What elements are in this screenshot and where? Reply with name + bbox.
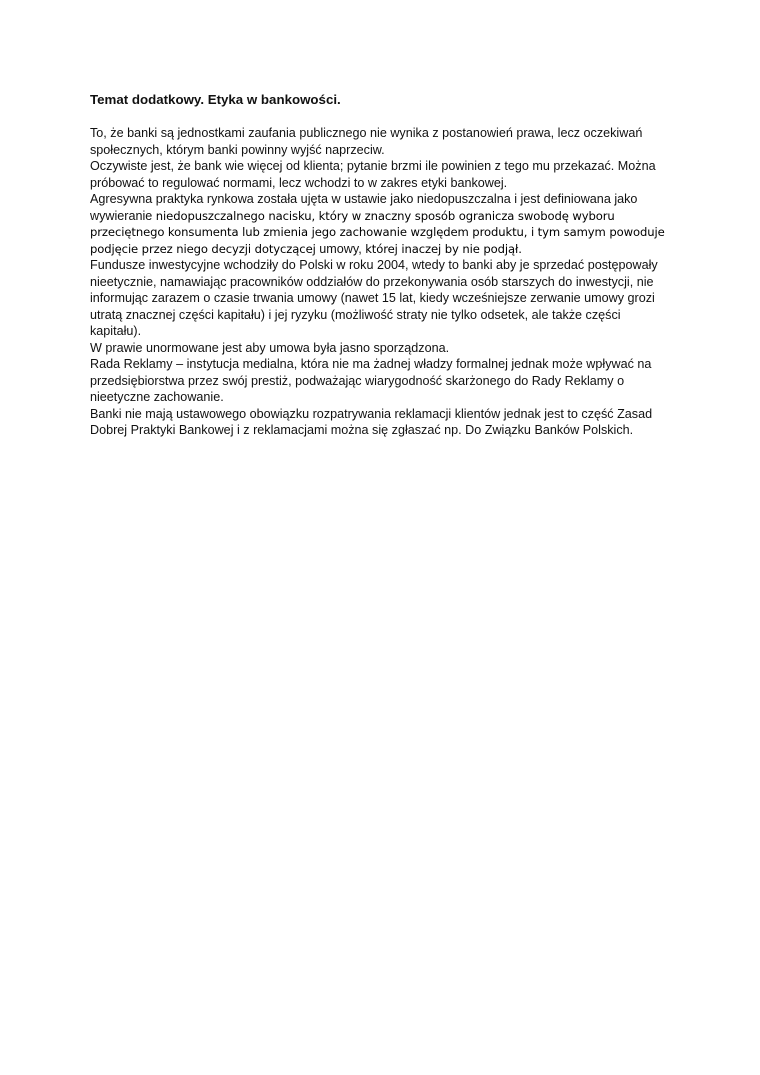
document-title: Temat dodatkowy. Etyka w bankowości. [90,92,341,107]
text-line: nieetycznie, namawiając pracowników oddziałów do przekonywania osób starszych do inwestycji, nie [90,274,654,289]
text-line: Agresywna praktyka rynkowa została ujęta w ustawie jako niedopuszczalna i jest definiowana jako [90,192,638,206]
document-page [90,91,690,439]
text-line: To, że banki są jednostkami zaufania publicznego nie wynika z postanowień prawa, lecz oczekiwań [90,126,643,140]
text-line: próbować to regulować normami, lecz wchodzi to w zakres etyki bankowej. [90,175,508,190]
emphasized-text: której inaczej by nie podjął. [365,241,522,256]
text-line-mixed [90,241,690,258]
text-line: nieetyczne zachowanie. [90,390,224,404]
text-line: przedsiębiorstwa przez swój prestiż, podważając wiarygodność skarżonego do Rady Reklamy o [90,373,625,388]
document-body [90,125,690,439]
text-line: utratą znacznej części kapitału) i jej ryzyku (możliwość straty nie tylko odsetek, ale także części [90,307,621,322]
text-line-mixed [90,208,690,225]
text-line: społecznych, którym banki powinny wyjść naprzeciw. [90,142,385,157]
text-line: W prawie unormowane jest aby umowa była jasno sporządzona. [90,340,450,355]
text-line: kapitału). [90,324,142,338]
emphasized-text: podjęcie przez niego decyzji dotyczącej [90,241,316,256]
text-line: Banki nie mają ustawowego obowiązku rozpatrywania reklamacji klientów jednak jest to część Zasad [90,406,653,421]
text-line: Rada Reklamy – instytucja medialna, która nie ma żadnej władzy formalnej jednak może wpływać na [90,357,652,371]
plain-text: wywieranie [90,208,156,223]
text-line: informując zarazem o czasie trwania umowy (nawet 15 lat, kiedy wcześniejsze zerwanie umowy grozi [90,291,655,305]
emphasized-line: przeciętnego konsumenta lub zmienia jego zachowanie względem produktu, i tym samym powoduje [90,225,665,239]
text-line: Dobrej Praktyki Bankowej i z reklamacjami można się zgłaszać np. Do Związku Banków Polskich. [90,423,634,437]
text-line: Fundusze inwestycyjne wchodziły do Polski w roku 2004, wtedy to banki aby je sprzedać postępowały [90,258,658,272]
plain-text: umowy, [315,241,366,256]
emphasized-text: niedopuszczalnego nacisku, który w znaczny sposób ogranicza swobodę wyboru [155,208,615,223]
text-line: Oczywiste jest, że bank wie więcej od klienta; pytanie brzmi ile powinien z tego mu przekazać. Można [90,159,656,173]
